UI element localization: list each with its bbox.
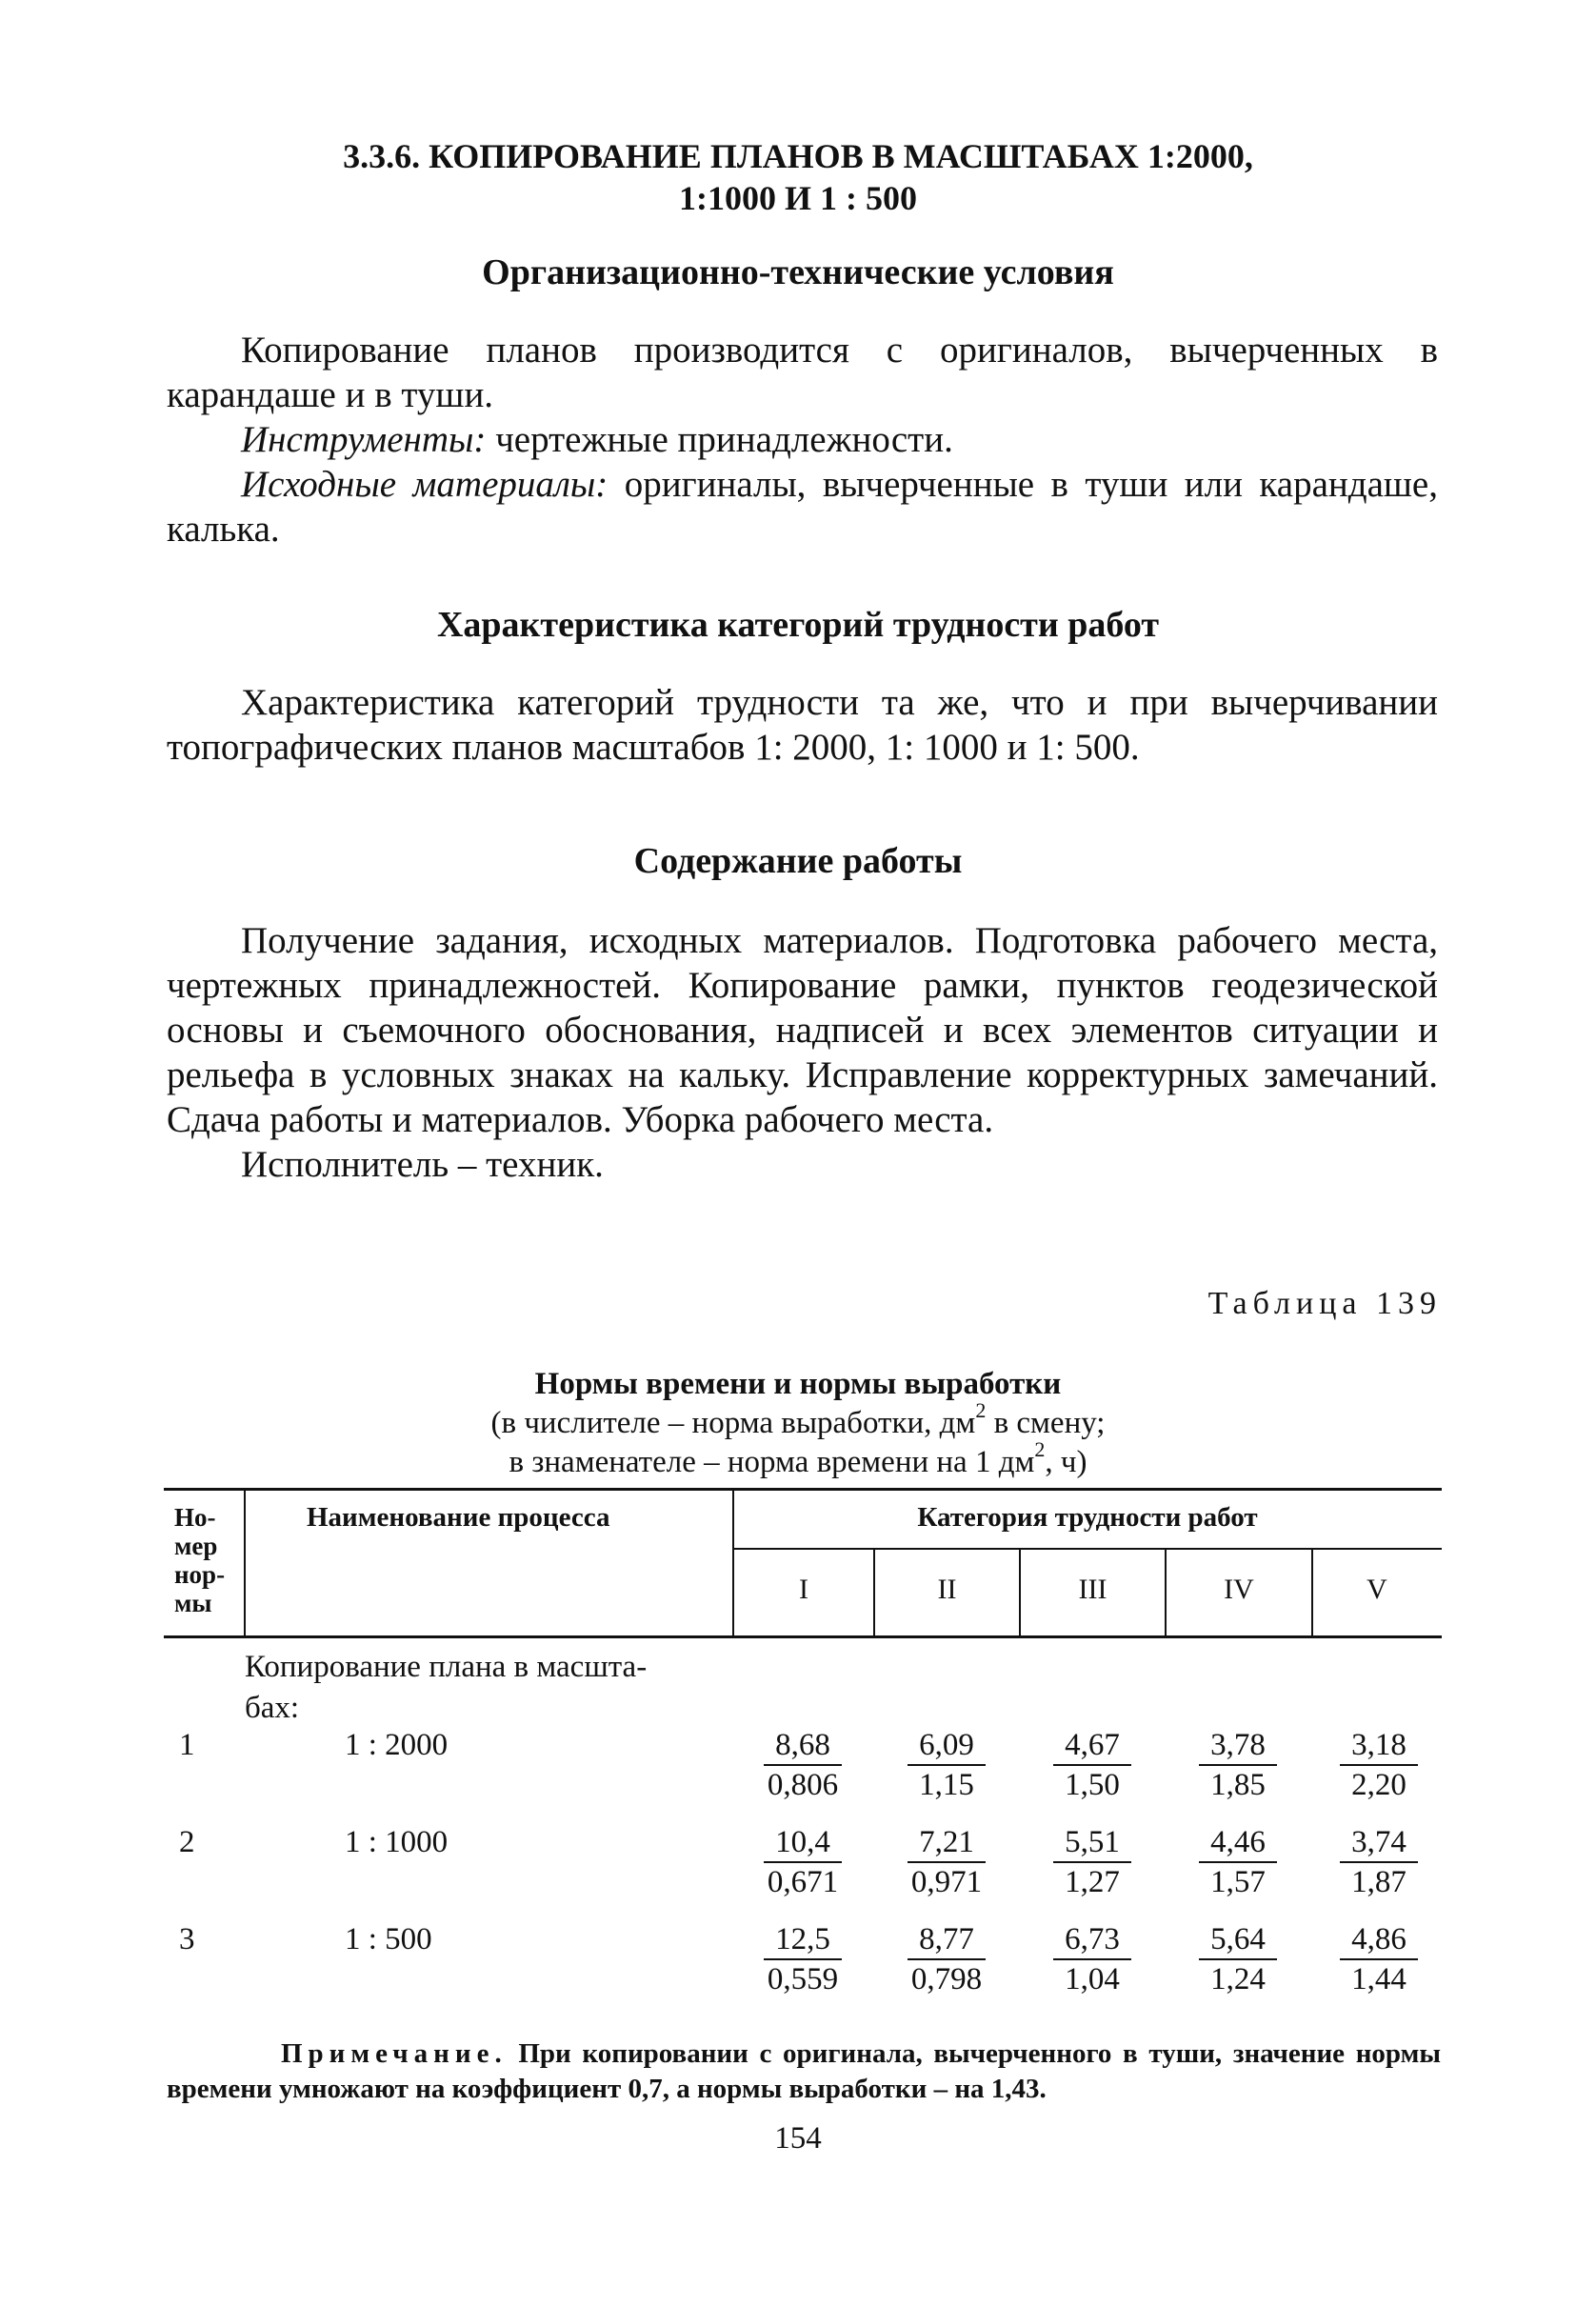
content-paragraph-1 <box>167 918 1438 1142</box>
header-cat-III: III <box>1078 1574 1107 1605</box>
caption-sup-1: 2 <box>975 1398 987 1422</box>
header-cat-I: I <box>799 1574 808 1605</box>
char-heading: Характеристика категорий трудности работ <box>436 605 1160 645</box>
caption-sup-2: 2 <box>1034 1437 1046 1461</box>
row-1-scale: 1 : 2000 <box>345 1728 449 1762</box>
table-top-rule <box>164 1488 1442 1491</box>
content-paragraph-2 <box>167 1142 1438 1187</box>
row-2-cat-IV-time: 1,57 <box>1210 1865 1266 1899</box>
caption-numerator-tail: в смену; <box>986 1406 1106 1440</box>
norms-table <box>164 1488 1442 2059</box>
content-p1-text: Получение задания, исходных материалов. Подготовка рабочего места, чертежных принадлежностей. Копирование рамки, пунктов геодезической основы и съемочного обоснования, надписей и всех элементов ситуации и рельефа в условных знаках на кальку. Исправление корректурных замечаний. Сдача работы и материалов. Уборка рабочего места. <box>167 920 1438 1140</box>
org-paragraph-1 <box>167 328 1438 417</box>
header-num-line-4: мы <box>174 1589 212 1617</box>
materials-label: Исходные материалы: <box>241 464 608 505</box>
row-1-cat-II <box>894 1726 999 1804</box>
org-heading: Организационно-технические условия <box>482 252 1114 292</box>
row-1-cat-I <box>750 1726 855 1804</box>
instruments-text: чертежные принадлежности. <box>486 419 953 460</box>
row-3-cat-I <box>750 1920 855 1998</box>
row-2-cat-I-time: 0,671 <box>767 1865 839 1899</box>
section-title-line1: 3.3.6. КОПИРОВАНИЕ ПЛАНОВ В МАСШТАБАХ 1:2000, <box>343 137 1253 175</box>
row-1-cat-V <box>1327 1726 1431 1804</box>
note-text: При копировании с оригинала, вычерченного в туши, значение нормы времени умножают на коэффициент 0,7, а нормы выработки – на 1,43. <box>167 2038 1441 2104</box>
header-cat-IV: IV <box>1224 1574 1254 1605</box>
row-3-cat-V <box>1327 1920 1431 1998</box>
row-2-cat-II <box>894 1823 999 1901</box>
header-process: Наименование процесса <box>307 1502 610 1533</box>
row-3-cat-I-output: 12,5 <box>764 1920 842 1960</box>
note-label: Примечание. <box>281 2038 508 2069</box>
materials-text: оригиналы, вычерченные в туши или карандаше, калька. <box>167 464 1438 550</box>
row-1-cat-IV-output: 3,78 <box>1199 1726 1277 1766</box>
char-p1-text: Характеристика категорий трудности та же, что и при вычерчивании топографических планов масштабов 1: 2000, 1: 1000 и 1: 500. <box>167 682 1438 768</box>
row-3-cat-IV-output: 5,64 <box>1199 1920 1277 1960</box>
row-3-scale: 1 : 500 <box>345 1922 432 1956</box>
org-paragraph-2 <box>167 417 1438 462</box>
row-2-scale: 1 : 1000 <box>345 1825 449 1859</box>
caption-denominator-text: в знаменателе – норма времени на 1 дм <box>509 1445 1035 1479</box>
row-2-cat-III <box>1040 1823 1145 1901</box>
row-1-cat-V-output: 3,18 <box>1340 1726 1418 1766</box>
row-3-cat-II <box>894 1920 999 1998</box>
header-bottom-rule <box>164 1635 1442 1638</box>
page-number: 154 <box>774 2121 822 2156</box>
content-p2-text: Исполнитель – техник. <box>241 1144 604 1185</box>
row-2-cat-V-time: 1,87 <box>1351 1865 1406 1899</box>
table-caption-title: Нормы времени и нормы выработки <box>534 1367 1062 1401</box>
row-2-cat-III-output: 5,51 <box>1053 1823 1131 1863</box>
header-num-line-3: нор- <box>174 1560 226 1589</box>
table-caption-numerator <box>0 1398 1596 1443</box>
row-1-cat-V-time: 2,20 <box>1351 1768 1406 1802</box>
row-2-cat-I-output: 10,4 <box>764 1823 842 1863</box>
org-p1-text: Копирование планов производится с оригиналов, вычерченных в карандаше и в туши. <box>167 330 1438 415</box>
row-2-cat-V <box>1327 1823 1431 1901</box>
table-note <box>167 2036 1441 2107</box>
row-2-cat-II-output: 7,21 <box>908 1823 986 1863</box>
row-3-cat-IV-time: 1,24 <box>1210 1962 1266 1996</box>
table-number: Таблица 139 <box>1207 1286 1442 1321</box>
row-2-cat-III-time: 1,27 <box>1065 1865 1120 1899</box>
char-paragraph <box>167 680 1438 770</box>
row-3-cat-III <box>1040 1920 1145 1998</box>
row-2-cat-I <box>750 1823 855 1901</box>
row-2-number: 2 <box>179 1825 195 1859</box>
row-3-cat-III-time: 1,04 <box>1065 1962 1120 1996</box>
caption-denominator-tail: , ч) <box>1045 1445 1087 1479</box>
category-rule <box>733 1548 1442 1550</box>
row-2-cat-V-output: 3,74 <box>1340 1823 1418 1863</box>
col-divider-num <box>244 1488 246 1637</box>
row-1-cat-I-output: 8,68 <box>764 1726 842 1766</box>
org-paragraph-3 <box>167 462 1438 552</box>
header-category: Категория трудности работ <box>917 1502 1258 1533</box>
header-num-line-2: мер <box>174 1532 218 1560</box>
row-3-cat-V-time: 1,44 <box>1351 1962 1406 1996</box>
header-cat-II: II <box>937 1574 957 1605</box>
row-2-cat-II-time: 0,971 <box>910 1865 983 1899</box>
header-number-norm <box>174 1503 225 1617</box>
caption-numerator-text: (в числителе – норма выработки, дм <box>490 1406 976 1440</box>
group-label-line1: Копирование плана в масшта- <box>245 1650 648 1684</box>
table-caption-denominator <box>0 1437 1596 1482</box>
row-1-cat-III-output: 4,67 <box>1053 1726 1131 1766</box>
row-2-cat-IV <box>1186 1823 1290 1901</box>
row-3-number: 3 <box>179 1922 195 1956</box>
row-3-cat-I-time: 0,559 <box>767 1962 839 1996</box>
row-3-cat-IV <box>1186 1920 1290 1998</box>
row-3-cat-II-time: 0,798 <box>910 1962 983 1996</box>
row-1-number: 1 <box>179 1728 195 1762</box>
row-3-cat-III-output: 6,73 <box>1053 1920 1131 1960</box>
section-title-line2: 1:1000 И 1 : 500 <box>679 179 917 217</box>
row-1-cat-IV-time: 1,85 <box>1210 1768 1266 1802</box>
row-1-cat-IV <box>1186 1726 1290 1804</box>
group-label-line2: бах: <box>245 1691 300 1725</box>
header-num-line-1: Но- <box>174 1503 216 1532</box>
row-1-cat-I-time: 0,806 <box>767 1768 839 1802</box>
instruments-label: Инструменты: <box>241 419 487 460</box>
row-1-cat-II-output: 6,09 <box>908 1726 986 1766</box>
row-1-cat-III-time: 1,50 <box>1065 1768 1120 1802</box>
header-cat-V: V <box>1367 1574 1387 1605</box>
row-2-cat-IV-output: 4,46 <box>1199 1823 1277 1863</box>
row-3-cat-V-output: 4,86 <box>1340 1920 1418 1960</box>
row-1-cat-II-time: 1,15 <box>919 1768 974 1802</box>
row-1-cat-III <box>1040 1726 1145 1804</box>
row-3-cat-II-output: 8,77 <box>908 1920 986 1960</box>
content-heading: Содержание работы <box>633 841 963 881</box>
